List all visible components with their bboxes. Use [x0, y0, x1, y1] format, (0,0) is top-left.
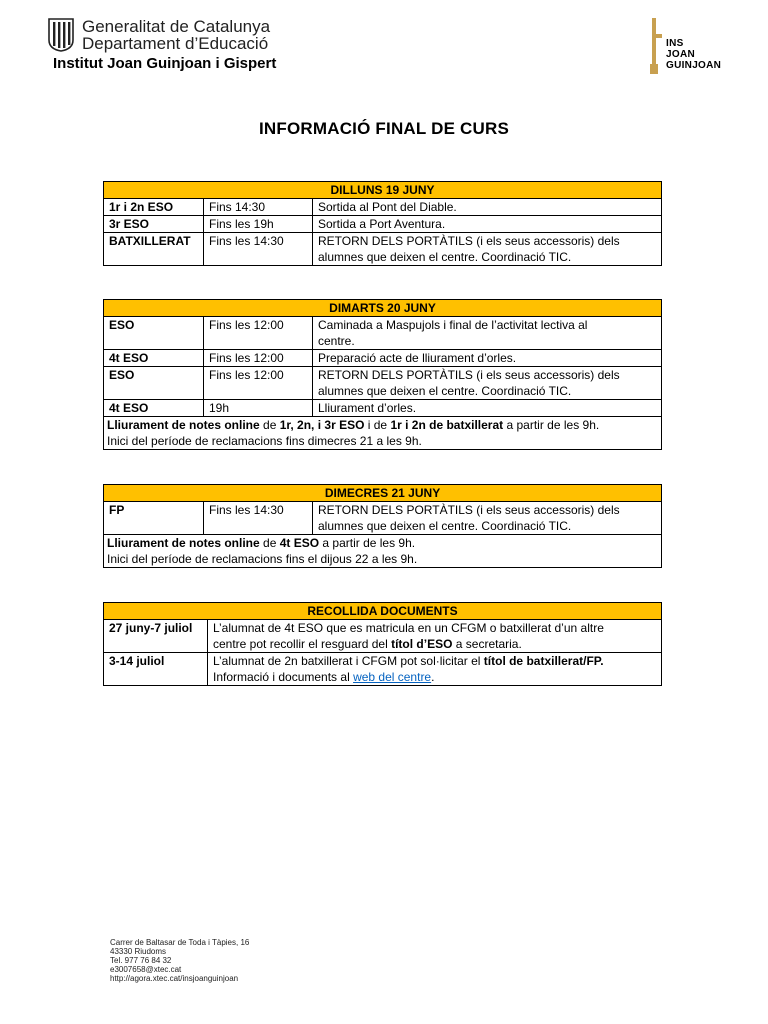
table-row	[104, 199, 662, 216]
activity-cell: Sortida al Pont del Diable.	[313, 199, 662, 216]
activity-cell: RETORN DELS PORTÀTILS (i els seus accessoris) dels alumnes que deixen el centre. Coordinació TIC.	[313, 233, 662, 266]
table-row	[104, 502, 662, 535]
footer-address: Carrer de Baltasar de Toda i Tàpies, 16 43330 Riudoms Tel. 977 76 84 32 e3007658@xtec.cat http://agora.xtec.cat/insjoanguinjoan	[110, 938, 250, 983]
recollida-documents-table	[103, 602, 662, 686]
group-cell: ESO	[104, 317, 204, 350]
time-cell: Fins 14:30	[204, 199, 313, 216]
table-header-row	[104, 485, 662, 502]
notes-row	[104, 417, 662, 450]
table-header-row	[104, 603, 662, 620]
group-cell: 1r i 2n ESO	[104, 199, 204, 216]
table-row	[104, 350, 662, 367]
notes-cell: Lliurament de notes online de 1r, 2n, i 3r ESO i de 1r i 2n de batxillerat a partir de les 9h. Inici del període de reclamacions fins dimecres 21 a les 9h.	[104, 417, 662, 450]
section-heading: RECOLLIDA DOCUMENTS	[104, 603, 662, 620]
table-header-row	[104, 182, 662, 199]
group-cell: 3r ESO	[104, 216, 204, 233]
ins-logo-text: INS JOAN GUINJOAN	[666, 38, 722, 71]
notes-row	[104, 535, 662, 568]
table-row	[104, 317, 662, 350]
department-name: Departament d’Educació	[82, 34, 269, 53]
info-cell: L’alumnat de 2n batxillerat i CFGM pot sol·licitar el títol de batxillerat/FP. Informació i documents al web del centre.	[208, 653, 662, 686]
table-row	[104, 367, 662, 400]
activity-cell: Caminada a Maspujols i final de l’activitat lectiva al centre.	[313, 317, 662, 350]
time-cell: Fins les 12:00	[204, 350, 313, 367]
table-row	[104, 400, 662, 417]
day-heading: DILLUNS 19 JUNY	[104, 182, 662, 199]
table-row	[104, 620, 662, 653]
group-cell: BATXILLERAT	[104, 233, 204, 266]
page-title: INFORMACIÓ FINAL DE CURS	[258, 119, 510, 138]
notes-cell: Lliurament de notes online de 4t ESO a partir de les 9h. Inici del període de reclamacions fins el dijous 22 a les 9h.	[104, 535, 662, 568]
group-cell: 4t ESO	[104, 400, 204, 417]
group-cell: FP	[104, 502, 204, 535]
activity-cell: RETORN DELS PORTÀTILS (i els seus accessoris) dels alumnes que deixen el centre. Coordinació TIC.	[313, 367, 662, 400]
date-cell: 3-14 juliol	[104, 653, 208, 686]
activity-cell: Lliurament d’orles.	[313, 400, 662, 417]
dimecres-table	[103, 484, 662, 568]
table-header-row	[104, 300, 662, 317]
date-cell: 27 juny-7 juliol	[104, 620, 208, 653]
activity-cell: Sortida a Port Aventura.	[313, 216, 662, 233]
info-cell: L’alumnat de 4t ESO que es matricula en un CFGM o batxillerat d’un altre centre pot recollir el resguard del títol d’ESO a secretaria.	[208, 620, 662, 653]
dimarts-table	[103, 299, 662, 450]
table-row	[104, 233, 662, 266]
time-cell: Fins les 12:00	[204, 367, 313, 400]
generalitat-emblem-icon	[48, 18, 74, 52]
group-cell: ESO	[104, 367, 204, 400]
dilluns-table	[103, 181, 662, 266]
time-cell: Fins les 14:30	[204, 502, 313, 535]
time-cell: 19h	[204, 400, 313, 417]
time-cell: Fins les 12:00	[204, 317, 313, 350]
activity-cell: Preparació acte de lliurament d’orles.	[313, 350, 662, 367]
web-del-centre-link[interactable]: web del centre	[353, 670, 432, 684]
group-cell: 4t ESO	[104, 350, 204, 367]
table-row	[104, 653, 662, 686]
time-cell: Fins les 14:30	[204, 233, 313, 266]
table-row	[104, 216, 662, 233]
institute-name: Institut Joan Guinjoan i Gispert	[53, 55, 277, 72]
day-heading: DIMARTS 20 JUNY	[104, 300, 662, 317]
day-heading: DIMECRES 21 JUNY	[104, 485, 662, 502]
generalitat-name: Generalitat de Catalunya	[82, 17, 271, 36]
activity-cell: RETORN DELS PORTÀTILS (i els seus accessoris) dels alumnes que deixen el centre. Coordinació TIC.	[313, 502, 662, 535]
time-cell: Fins les 19h	[204, 216, 313, 233]
